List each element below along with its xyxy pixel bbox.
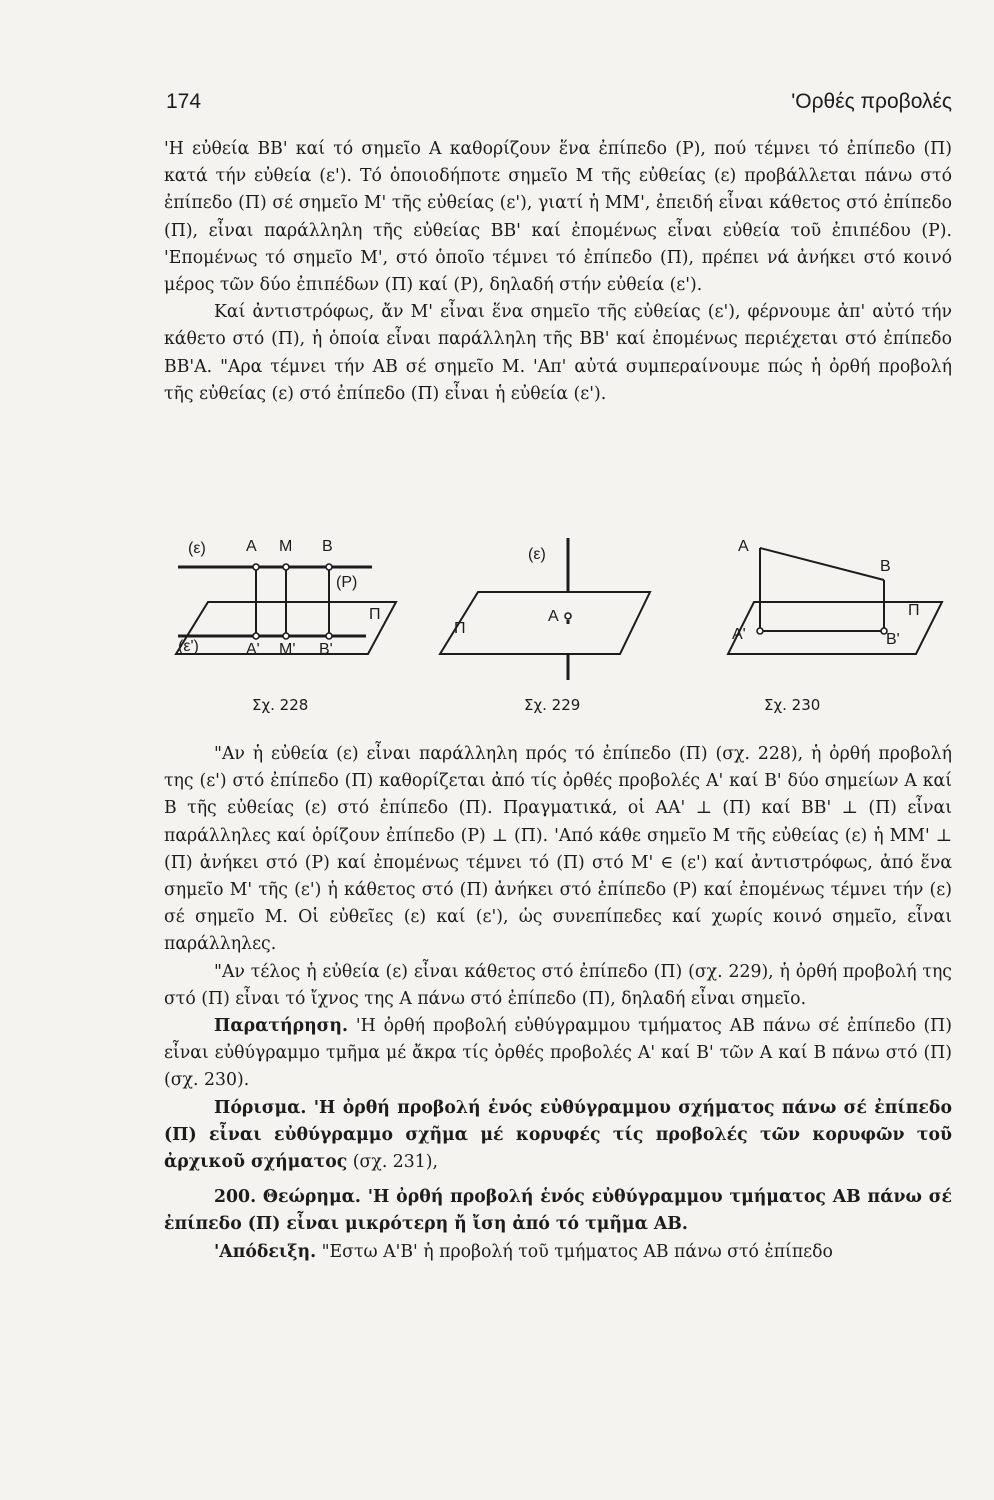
fig228-label-a: Α xyxy=(246,538,257,555)
theorem-label: 200. Θεώρημα. xyxy=(214,1187,361,1208)
fig228-label-a-prime: Α' xyxy=(246,641,260,658)
fig228-label-plane-p: (Ρ) xyxy=(336,574,358,591)
fig229-caption: Σχ. 229 xyxy=(524,696,581,714)
fig230-caption: Σχ. 230 xyxy=(764,696,821,714)
paragraph-proof xyxy=(164,1239,952,1266)
chapter-title: 'Ορθές προβολές xyxy=(791,90,952,113)
fig229-label-a: Α xyxy=(548,608,559,625)
fig228-point-m-prime xyxy=(283,633,289,639)
fig228-point-a-prime xyxy=(253,633,259,639)
fig228-label-line-e-prime: (ε') xyxy=(178,638,199,655)
proof-label: 'Απόδειξη. xyxy=(214,1241,317,1262)
fig228-point-m xyxy=(283,564,289,570)
paragraph-theorem xyxy=(164,1184,952,1238)
paragraph-parallel-case: "Αν ἡ εὐθεία (ε) εἶναι παράλληλη πρός τό ἐπίπεδο (Π) (σχ. 228), ἡ ὀρθή προβολή της (ε') στό ἐπίπεδο (Π) καθορίζεται ἀπό τίς ὀρθές προβολές Α' καί Β' δύο σημείων Α καί Β τῆς εὐθείας (ε) στό ἐπίπεδο (Π). Πραγματικά, οἱ ΑΑ' ⊥ (Π) καί ΒΒ' ⊥ (Π) εἶναι παράλληλες καί ὁρίζουν ἐπίπεδο (Ρ) ⊥ (Π). 'Από κάθε σημεῖο Μ τῆς εὐθείας (ε) ἡ ΜΜ' ⊥ (Π) ἀνήκει στό (Ρ) καί ἐπομένως τέμνει τό (Π) στό Μ' ∈ (ε') καί ἀντιστρόφως, ἀπό ἕνα σημεῖο Μ' τῆς (ε') ἡ κάθετος στό (Π) ἀνήκει στό ἐπίπεδο (Ρ) καί ἐπομένως τέμνει τήν (ε) σέ σημεῖο Μ. Οἱ εὐθεῖες (ε) καί (ε'), ὡς συνεπίπεδες καί χωρίς κοινό σημεῖο, εἶναι παράλληλες. xyxy=(164,744,952,955)
remark-label: Παρατήρηση. xyxy=(214,1016,348,1037)
fig228-label-m: Μ xyxy=(279,538,293,555)
fig230-point-a-prime xyxy=(757,628,763,634)
fig230-label-a-prime: Α' xyxy=(732,626,746,643)
fig228-point-b-prime xyxy=(326,633,332,639)
fig230-label-b: Β xyxy=(880,558,891,575)
fig228-label-m-prime: Μ' xyxy=(279,641,296,658)
paragraph-converse: Καί ἀντιστρόφως, ἄν Μ' εἶναι ἕνα σημεῖο τῆς εὐθείας (ε'), φέρνουμε ἀπ' αὐτό τήν κάθετο στό (Π), ἡ ὁποία εἶναι παράλληλη τῆς ΒΒ' καί ἐπομένως περιέχεται στό ἐπίπεδο ΒΒ'Α. "Αρα τέμνει τήν ΑΒ σέ σημεῖο Μ. 'Απ' αὐτά συμπεραίνουμε πώς ἡ ὀρθή προβολή τῆς εὐθείας (ε) στό ἐπίπεδο (Π) εἶναι ἡ εὐθεία (ε'). xyxy=(164,302,952,404)
fig228-label-b: Β xyxy=(322,538,333,555)
corollary-text: 'Η ὀρθή προβολή ἑνός εὐθύγραμμου σχήματος πάνω σέ ἐπίπεδο (Π) εἶναι εὐθύγραμμο σχῆμα μέ κορυφές τίς προβολές τῶν κορυφῶν τοῦ ἀρχικοῦ σχήματος xyxy=(164,1097,952,1173)
proof-text: "Εστω Α'Β' ἡ προβολή τοῦ τμήματος ΑΒ πάνω στό ἐπίπεδο xyxy=(316,1241,833,1262)
paragraph-perpendicular-case: "Αν τέλος ἡ εὐθεία (ε) εἶναι κάθετος στό ἐπίπεδο (Π) (σχ. 229), ἡ ὀρθή προβολή της στό (Π) εἶναι τό ἴχνος της Α πάνω στό ἐπίπεδο (Π), δηλαδή εἶναι σημεῖο. xyxy=(164,961,952,1009)
fig229-point-a xyxy=(565,613,571,619)
paragraph-corollary xyxy=(164,1095,952,1177)
figures-row xyxy=(164,528,954,728)
figure-230 xyxy=(728,548,942,654)
fig229-label-line-e: (ε) xyxy=(528,546,546,563)
fig230-label-b-prime: Β' xyxy=(886,631,900,648)
page-number: 174 xyxy=(166,90,202,113)
fig229-plane-pi xyxy=(440,592,650,654)
fig228-label-line-e: (ε) xyxy=(188,540,206,557)
top-text-block xyxy=(164,136,952,408)
bottom-text-block xyxy=(164,741,952,1266)
fig228-label-pi: Π xyxy=(369,606,381,623)
remark-text: 'Η ὀρθή προβολή εὐθύγραμμου τμήματος ΑΒ πάνω σέ ἐπίπεδο (Π) εἶναι εὐθύγραμμο τμῆμα μέ ἄκρα τίς ὀρθές προβολές Α' καί Β' τῶν Α καί Β πάνω στό (Π) (σχ. 230). xyxy=(164,1016,952,1091)
fig230-label-pi: Π xyxy=(908,602,920,619)
theorem-text: 'Η ὀρθή προβολή ἑνός εὐθύγραμμου τμήματος ΑΒ πάνω σέ ἐπίπεδο (Π) εἶναι μικρότερη ἤ ἴση ἀπό τό τμῆμα ΑΒ. xyxy=(164,1187,952,1235)
corollary-ref: (σχ. 231), xyxy=(347,1152,439,1173)
fig229-label-pi: Π xyxy=(454,620,466,637)
fig230-segment-ab xyxy=(760,548,884,580)
page-header xyxy=(160,90,952,120)
fig228-label-b-prime: Β' xyxy=(319,641,333,658)
fig228-caption: Σχ. 228 xyxy=(252,696,309,714)
fig230-label-a: Α xyxy=(738,538,749,555)
corollary-label: Πόρισμα. xyxy=(214,1097,307,1118)
fig228-point-b xyxy=(326,564,332,570)
paragraph-remark xyxy=(164,1013,952,1095)
fig228-point-a xyxy=(253,564,259,570)
paragraph-plane-intersection: 'Η εὐθεία ΒΒ' καί τό σημεῖο Α καθορίζουν ἕνα ἐπίπεδο (Ρ), πού τέμνει τό ἐπίπεδο (Π) κατά τήν εὐθεία (ε'). Τό ὁποιοδήποτε σημεῖο Μ τῆς εὐθείας (ε) προβάλλεται πάνω στό ἐπίπεδο (Π) σέ σημεῖο Μ' τῆς εὐθείας (ε'), γιατί ἡ ΜΜ', ἐπειδή εἶναι κάθετος στό ἐπίπεδο (Π), εἶναι παράλληλη τῆς εὐθείας ΒΒ' καί ἐπομένως εἶναι εὐθεία τοῦ ἐπιπέδου (Ρ). 'Επομένως τό σημεῖο Μ', στό ὁποῖο τέμνει τό ἐπίπεδο (Π), πρέπει νά ἀνήκει στό κοινό μέρος τῶν δύο ἐπιπέδων (Π) καί (Ρ), δηλαδή στήν εὐθεία (ε'). xyxy=(164,139,952,296)
